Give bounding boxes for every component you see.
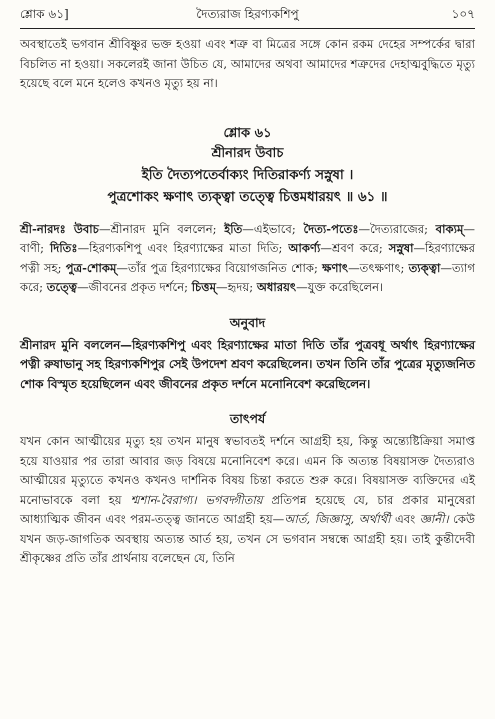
purport-seg-5: কেউ যখন জড়-জাগতিক অবস্থায় অত্যন্ত আর্ত হয়, তখন সে ভগবান সম্বন্ধে আগ্রহী হয়। তাই কুন্তীদেবী শ্রীকৃষ্ণের প্রতি তাঁর প্রার্থনায় বলেছেন যে, তিনি [20, 512, 476, 565]
synonym-meaning: —বাণী; [20, 221, 475, 255]
page-number: ১০৭ [451, 7, 475, 21]
synonym-term: সস্নুষা [388, 241, 414, 255]
purport-italic-3: আর্ত, জিজ্ঞাসু, অর্থার্থী [284, 512, 391, 526]
header-verse-ref: শ্লোক ৬১] [20, 7, 69, 21]
synonym-term: ত্যক্ত্বা [408, 260, 441, 275]
synonym-term: ক্ষণাৎ [322, 260, 349, 275]
synonym-meaning: —হৃদয়; [216, 280, 257, 294]
header-chapter-title: দৈত্যরাজ হিরণ্যকশিপু [196, 7, 299, 21]
verse-speaker: শ্রীনারদ উবাচ [211, 145, 284, 161]
synonym-term: দৈত্য-পতেঃ [303, 221, 359, 236]
synonym-term: বাক্যম্ [435, 221, 464, 236]
intro-paragraph: অবস্থাতেই ভগবান শ্রীবিষ্ণুর ভক্ত হওয়া এবং শত্রু বা মিত্রের সঙ্গে কোন রকম দেহের সম্পর্কের দ্বারা বিচলিত না হওয়া। সকলেরই জানা উচিত যে, আমাদের অথবা আমাদের শত্রুদের দেহাত্মবুদ্ধিতে মৃত্যু হয়েছে বলে মনে হলেও কখনও মৃত্যু হয় না। [20, 37, 475, 90]
running-header [20, 6, 475, 26]
synonym-meaning: —যুক্ত করেছিলেন। [296, 280, 384, 294]
verse-block [20, 124, 475, 208]
purport-italic-4: জ্ঞানী। [419, 512, 449, 526]
purport-italic-2: ভগবদ্গীতায় [205, 492, 263, 507]
synonym-meaning: —শ্রীনারদ মুনি বললেন; [98, 221, 225, 236]
purport-text [20, 432, 475, 569]
synonym-meaning: —ত্যাগ করে; [20, 260, 476, 294]
word-for-word-synonyms [20, 220, 475, 298]
synonym-meaning: —জীবনের প্রকৃত দর্শনে; [77, 280, 192, 294]
verse-title: শ্লোক ৬১ [223, 125, 272, 141]
synonym-meaning: —তৎক্ষণাৎ; [348, 260, 409, 275]
verse-line-2: পুত্রশোকং ক্ষণাৎ ত্যক্ত্বা তত্ত্বে চিত্তমধারয়ৎ ॥ ৬১ ॥ [107, 188, 388, 205]
synonym-term: শ্রী-নারদঃ উবাচ [20, 221, 99, 236]
synonym-meaning: —হিরণ্যাক্ষের পত্নী সহ; [20, 241, 475, 275]
synonym-term: পুত্র-শোকম্ [65, 260, 117, 275]
synonym-meaning: —দৈত্যরাজের; [358, 221, 436, 236]
purport-seg-3: প্রতিপন্ন হয়েছে যে, চার প্রকার মানুষেরা আধ্যাত্মিক জীবন এবং পরম-তত্ত্ব জানতে আগ্রহী হয়— [20, 492, 475, 526]
translation-text: শ্রীনারদ মুনি বললেন—হিরণ্যকশিপু এবং হিরণ্যাক্ষের মাতা দিতি তাঁর পুত্রবধূ অর্থাৎ হিরণ্যাক্ষের পত্নী রুষাভানু সহ হিরণ্যকশিপুর সেই উপদেশ শ্রবণ করেছিলেন। তখন তিনি তাঁর পুত্রের মৃত্যুজনিত শোক বিস্মৃত হয়েছিলেন এবং জীবনের প্রকৃত দর্শনে মনোনিবেশ করেছিলেন। [20, 337, 475, 391]
synonym-meaning: —শ্রবণ করে; [320, 241, 389, 255]
translation-heading: অনুবাদ [229, 314, 266, 330]
synonym-meaning: —হিরণ্যকশিপু এবং হিরণ্যাক্ষের মাতা দিতি; [77, 241, 289, 255]
synonym-term: অধারয়ৎ [256, 280, 297, 294]
synonym-term: চিত্তম্ [191, 280, 217, 294]
synonym-term: আকর্ণ্য [288, 241, 321, 255]
synonym-meaning: —তাঁর পুত্র হিরণ্যাক্ষের বিয়োগজনিত শোক; [116, 260, 323, 275]
purport-italic-1: শ্মশান-বৈরাগ্য। [130, 492, 197, 507]
purport-heading: তাৎপর্য [229, 411, 266, 426]
purport-seg-1: যখন কোন আত্মীয়ের মৃত্যু হয় তখন মানুষ স্বভাবতই দর্শনে আগ্রহী হয়, কিন্তু অন্ত্যেষ্টিক্রিয়া সমাপ্ত হয়ে যাওয়ার পর তারা আবার জড় বিষয়ে মনোনিবেশ করে। এমন কি অত্যন্ত বিষয়াসক্ত দৈত্যরাও আত্মীয়ের মৃত্যুতে কখনও কখনও দার্শনিক বিষয় চিন্তা করতে শুরু করে। বিষয়াসক্ত ব্যক্তিদের এই মনোভাবকে বলা হয় [20, 434, 475, 507]
synonym-term: তত্ত্বে [46, 280, 78, 294]
synonym-term: ইতি [224, 221, 243, 236]
purport-seg-4: এবং [390, 512, 420, 526]
synonym-term: দিতিঃ [49, 241, 78, 255]
synonym-meaning: —এইভাবে; [242, 221, 304, 236]
header-rule [20, 28, 475, 29]
verse-line-1: ইতি দৈত্যপতের্বাক্যং দিতিরাকর্ণ্য সস্নুষা । [141, 166, 354, 183]
